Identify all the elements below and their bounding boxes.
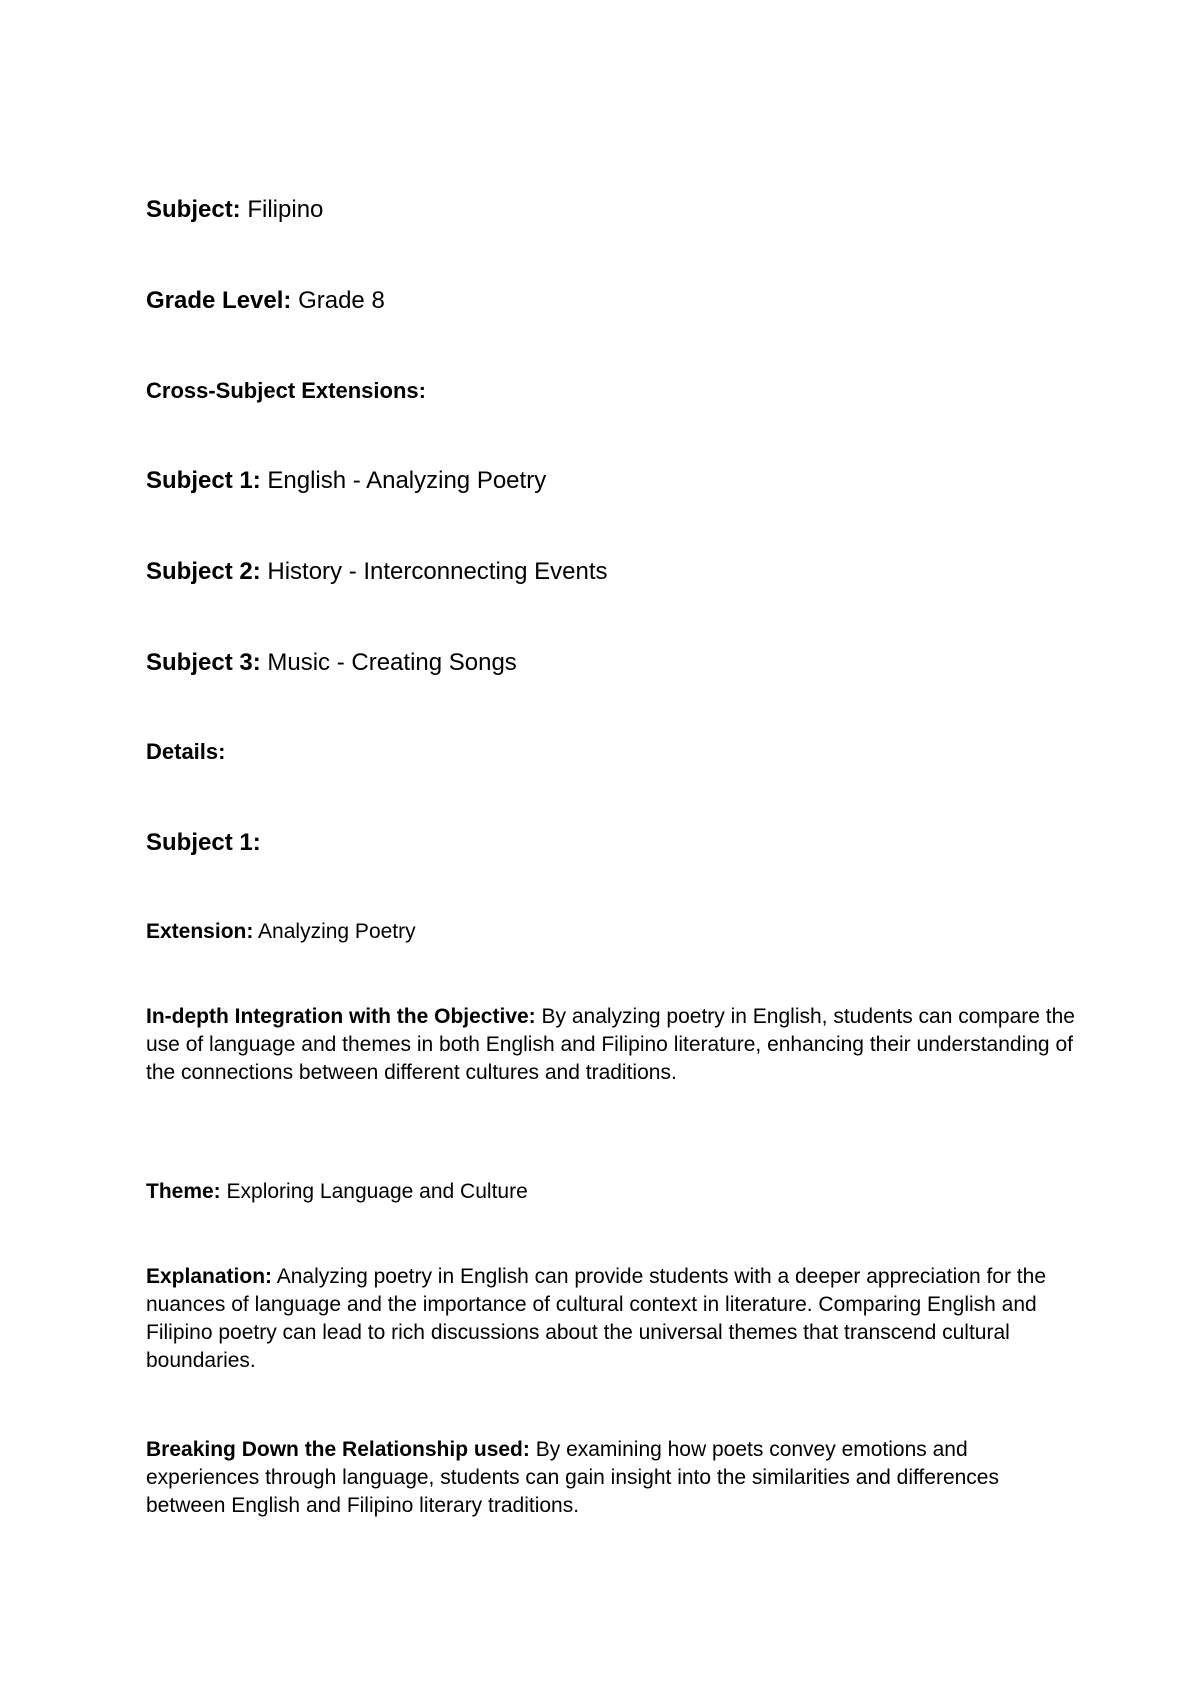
integration-text: By analyzing poetry in English, students can compare the use of language and themes in both English and Filipino literature, enhancing their understanding of the connections between different cultures and traditions.: [146, 1005, 1075, 1084]
subject-2-line: [146, 560, 608, 584]
grade-level-value: Grade 8: [298, 287, 385, 314]
subject-3-value: Music - Creating Songs: [267, 649, 517, 676]
integration-label: In-depth Integration with the Objective:: [146, 1005, 536, 1028]
details-heading: Details:: [146, 739, 226, 764]
explanation-paragraph: [146, 1263, 1076, 1375]
subject-value: Filipino: [247, 196, 324, 223]
extension-label: Extension:: [146, 920, 254, 943]
relationship-paragraph: [146, 1436, 1076, 1520]
details-subject-heading: Subject 1:: [146, 829, 261, 856]
relationship-label: Breaking Down the Relationship used:: [146, 1438, 530, 1461]
cross-subject-heading: Cross-Subject Extensions:: [146, 378, 426, 403]
subject-line: [146, 198, 323, 222]
grade-level-label: Grade Level:: [146, 287, 292, 314]
subject-3-line: [146, 651, 517, 675]
extension-value: Analyzing Poetry: [258, 920, 416, 943]
relationship-text: By examining how poets convey emotions and experiences through language, students can gain insight into the similarities and differences between English and Filipino literary traditions.: [146, 1438, 999, 1517]
extension-line: [146, 921, 416, 942]
subject-2-label: Subject 2:: [146, 558, 261, 585]
subject-label: Subject:: [146, 196, 241, 223]
subject-1-label: Subject 1:: [146, 467, 261, 494]
subject-1-line: [146, 469, 546, 493]
grade-level-line: [146, 289, 385, 313]
theme-value: Exploring Language and Culture: [226, 1180, 528, 1203]
theme-line: [146, 1181, 528, 1202]
subject-1-value: English - Analyzing Poetry: [267, 467, 547, 494]
explanation-text: Analyzing poetry in English can provide students with a deeper appreciation for the nuances of language and the importance of cultural context in literature. Comparing English and Filipino poetry can lead to rich discussions about the universal themes that transcend cultural boundaries.: [146, 1265, 1047, 1372]
integration-paragraph: [146, 1003, 1076, 1087]
subject-3-label: Subject 3:: [146, 649, 261, 676]
explanation-label: Explanation:: [146, 1265, 273, 1288]
subject-2-value: History - Interconnecting Events: [267, 558, 608, 585]
theme-label: Theme:: [146, 1180, 221, 1203]
